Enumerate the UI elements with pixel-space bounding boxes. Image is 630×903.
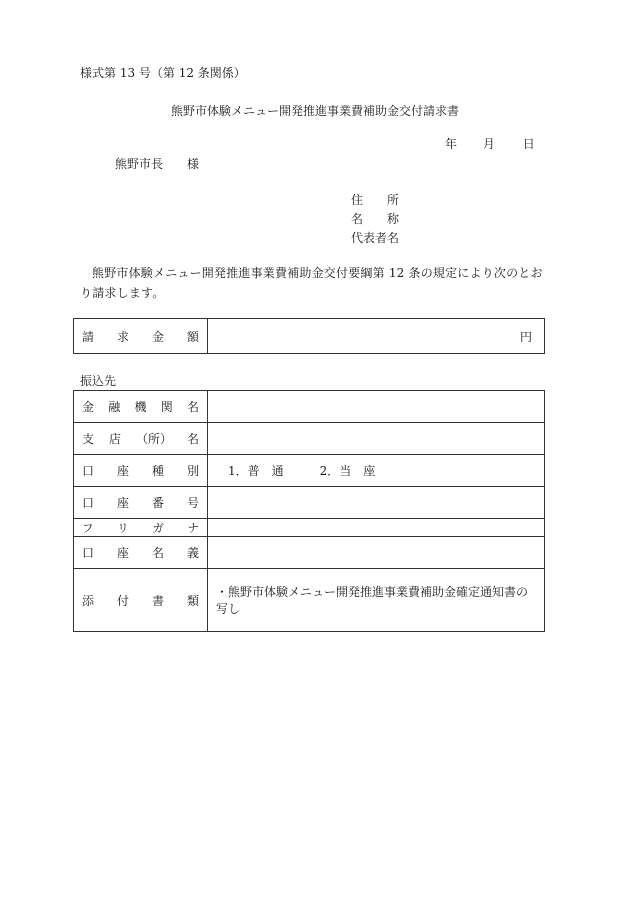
branch-label: 支 店 （所） 名: [74, 423, 208, 455]
account-type-label: 口 座 種 別: [74, 455, 208, 487]
table-row: [74, 519, 545, 537]
attachments-label: 添 付 書 類: [74, 569, 208, 632]
request-body-text: 熊野市体験メニュー開発推進事業費補助金交付要綱第 12 条の規定により次のとおり請求します。: [80, 266, 543, 300]
account-type-option-current[interactable]: 2．当 座: [319, 464, 376, 478]
table-row: [74, 455, 545, 487]
date-line: [445, 137, 535, 151]
attachments-value: ・熊野市体験メニュー開発推進事業費補助金確定通知書の写し: [208, 569, 545, 632]
account-number-input-cell[interactable]: [208, 487, 545, 519]
applicant-address-label: 住 所: [351, 193, 400, 207]
bank-name-input-cell[interactable]: [208, 391, 545, 423]
furigana-input-cell[interactable]: [208, 519, 545, 537]
date-year: 年: [445, 137, 458, 151]
yen-unit: 円: [519, 329, 532, 344]
document-title: 熊野市体験メニュー開発推進事業費補助金交付請求書: [170, 104, 459, 118]
amount-input-cell[interactable]: [208, 319, 545, 354]
addressee-honorific: 様: [187, 157, 200, 171]
branch-input-cell[interactable]: [208, 423, 545, 455]
date-day: 日: [522, 137, 535, 151]
applicant-representative-label: 代表者名: [351, 231, 400, 245]
amount-label: 請 求 金 額: [74, 319, 208, 354]
account-type-option-ordinary[interactable]: 1．普 通: [228, 464, 284, 478]
account-holder-label: 口 座 名 義: [74, 537, 208, 569]
amount-table: [73, 318, 545, 354]
addressee: [115, 157, 199, 171]
table-row: [74, 569, 545, 632]
account-number-label: 口 座 番 号: [74, 487, 208, 519]
amount-row: [74, 319, 545, 354]
date-month: 月: [482, 137, 495, 151]
table-row: [74, 537, 545, 569]
table-row: [74, 487, 545, 519]
applicant-name-label: 名 称: [351, 212, 400, 226]
table-row: [74, 391, 545, 423]
addressee-name: 熊野市長: [115, 157, 164, 171]
furigana-label: フ リ ガ ナ: [74, 519, 208, 537]
account-holder-input-cell[interactable]: [208, 537, 545, 569]
table-row: [74, 423, 545, 455]
transfer-destination-label: 振込先: [80, 374, 117, 388]
applicant-block: [351, 193, 399, 250]
account-type-options: [208, 455, 545, 487]
form-number: 様式第 13 号（第 12 条関係）: [80, 66, 246, 80]
bank-name-label: 金 融 機 関 名: [74, 391, 208, 423]
bank-table: [73, 390, 545, 632]
